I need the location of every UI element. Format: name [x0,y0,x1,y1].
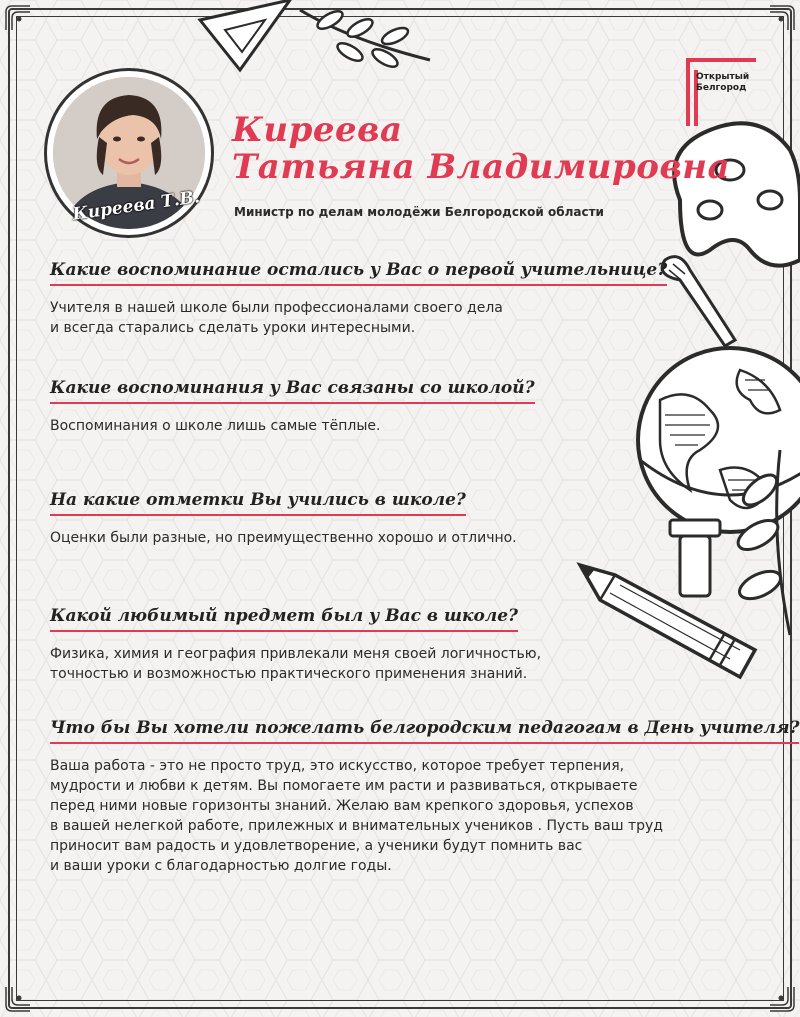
answer-5: Ваша работа - это не просто труд, это искусство, которое требует терпения, мудрости и любви к детям. Вы помогаете им расти и развиваться, открываете перед ними новые горизонты знаний. Желаю вам крепкого здоровья, успехов в вашей нелегкой работе, прилежных и внимательных учеников . Пусть ваш труд приносит вам радость и удовлетворение, а ученики будут помнить вас и ваши уроки с благодарностью долгие годы. [50,758,663,874]
qa-block-2 [50,378,535,436]
qa-block-5 [50,718,799,876]
answer-1: Учителя в нашей школе были профессионалами своего дела и всегда старались сделать уроки интересными. [50,300,503,336]
corner-ornament [768,985,796,1013]
given-names: Татьяна Владимировна [232,147,731,187]
plant-doodle [730,440,800,640]
logo-line-2: Белгород [696,83,747,93]
logo-line-1: Открытый [696,72,750,82]
surname: Киреева [232,110,403,150]
qa-block-3 [50,490,517,548]
open-belgorod-logo [676,56,776,128]
logo-text [696,72,749,94]
answer-3: Оценки были разные, но преимущественно хорошо и отлично. [50,530,517,546]
corner-ornament [4,985,32,1013]
flask-doodle [660,515,730,605]
question-5: Что бы Вы хотели пожелать белгородским педагогам в День учителя? [50,718,799,744]
question-3: На какие отметки Вы учились в школе? [50,490,466,516]
qa-block-4 [50,606,541,684]
person-position: Министр по делам молодёжи Белгородской области [234,205,604,219]
corner-ornament [768,4,796,32]
question-1: Какие воспоминание остались у Вас о первой учительнице? [50,260,667,286]
ruler-leaf-doodle [180,0,440,80]
corner-ornament [4,4,32,32]
photo-signature: Киреева Т.В. [71,187,202,225]
question-4: Какой любимый предмет был у Вас в школе? [50,606,518,632]
answer-2: Воспоминания о школе лишь самые тёплые. [50,418,381,434]
answer-4: Физика, химия и география привлекали меня своей логичностью, точностью и возможностью практического применения знаний. [50,646,542,682]
question-2: Какие воспоминания у Вас связаны со школой? [50,378,535,404]
qa-block-1 [50,260,667,338]
person-name [232,112,730,186]
